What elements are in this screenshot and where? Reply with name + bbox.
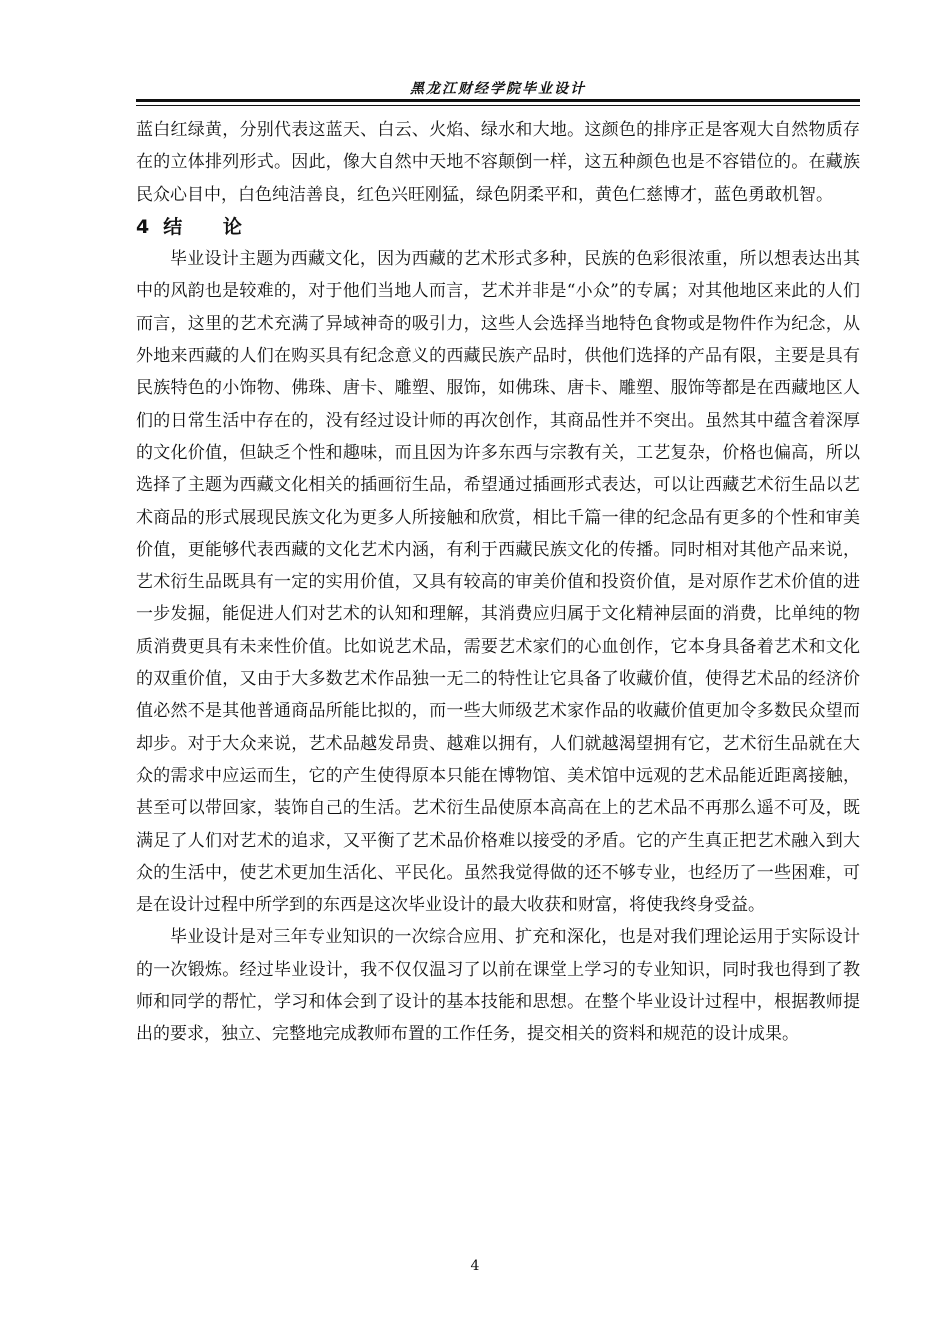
section-number: 4 (136, 215, 164, 238)
header-title: 黑龙江财经学院毕业设计 (410, 81, 586, 97)
header-rule-thick (136, 99, 860, 102)
header-rule-thin (136, 105, 860, 106)
section-heading (136, 211, 860, 243)
page-body (136, 114, 860, 1051)
section-title: 结 论 (163, 215, 256, 238)
conclusion-paragraph-2: 毕业设计是对三年专业知识的一次综合应用、扩充和深化，也是对我们理论运用于实际设计的一次锻炼。经过毕业设计，我不仅仅温习了以前在课堂上学习的专业知识，同时我也得到了教师和同学的帮忙，学习和体会到了设计的基本技能和思想。在整个毕业设计过程中，根据教师提出的要求，独立、完整地完成教师布置的工作任务，提交相关的资料和规范的设计成果。 (136, 927, 860, 1045)
page-number: 4 (470, 1258, 480, 1274)
conclusion-paragraph-1: 毕业设计主题为西藏文化，因为西藏的艺术形式多种，民族的色彩很浓重，所以想表达出其中的风韵也是较难的，对于他们当地人而言，艺术并非是“小众”的专属；对其他地区来此的人们而言，这里的艺术充满了异域神奇的吸引力，这些人会选择当地特色食物或是物件作为纪念，从外地来西藏的人们在购买具有纪念意义的西藏民族产品时，供他们选择的产品有限，主要是具有民族特色的小饰物、佛珠、唐卡、雕塑、服饰，如佛珠、唐卡、雕塑、服饰等都是在西藏地区人们的日常生活中存在的，没有经过设计师的再次创作，其商品性并不突出。虽然其中蕴含着深厚的文化价值，但缺乏个性和趣味，而且因为许多东西与宗教有关，工艺复杂，价格也偏高，所以选择了主题为西藏文化相关的插画衍生品，希望通过插画形式表达，可以让西藏艺术衍生品以艺术商品的形式展现民族文化为更多人所接触和欣赏，相比千篇一律的纪念品有更多的个性和审美价值，更能够代表西藏的文化艺术内涵，有利于西藏民族文化的传播。同时相对其他产品来说，艺术衍生品既具有一定的实用价值，又具有较高的审美价值和投资价值，是对原作艺术价值的进一步发掘，能促进人们对艺术的认知和理解，其消费应归属于文化精神层面的消费，比单纯的物质消费更具有未来性价值。比如说艺术品，需要艺术家们的心血创作，它本身具备着艺术和文化的双重价值，又由于大多数艺术作品独一无二的特性让它具备了收藏价值，使得艺术品的经济价值必然不是其他普通商品所能比拟的，而一些大师级艺术家作品的收藏价值更加令多数民众望而却步。对于大众来说，艺术品越发昂贵、越难以拥有，人们就越渴望拥有它，艺术衍生品就在大众的需求中应运而生，它的产生使得原本只能在博物馆、美术馆中远观的艺术品能近距离接触，甚至可以带回家，装饰自己的生活。艺术衍生品使原本高高在上的艺术品不再那么遥不可及，既满足了人们对艺术的追求，又平衡了艺术品价格难以接受的矛盾。它的产生真正把艺术融入到大众的生活中，使艺术更加生活化、平民化。虽然我觉得做的还不够专业，也经历了一些困难，可是在设计过程中所学到的东西是这次毕业设计的最大收获和财富，将使我终身受益。 (136, 249, 860, 916)
continued-paragraph: 蓝白红绿黄，分别代表这蓝天、白云、火焰、绿水和大地。这颜色的排序正是客观大自然物质存在的立体排列形式。因此，像大自然中天地不容颠倒一样，这五种颜色也是不容错位的。在藏族民众心目中，白色纯洁善良，红色兴旺刚猛，绿色阴柔平和，黄色仁慈博才，蓝色勇敢机智。 (136, 120, 860, 205)
page-header (136, 70, 860, 106)
